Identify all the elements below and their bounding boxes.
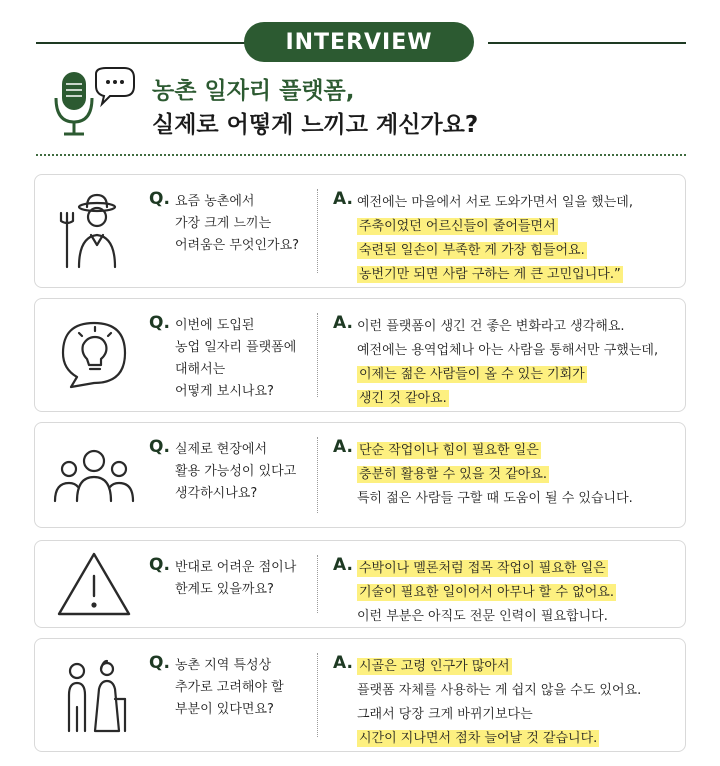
highlighted-text: 이제는 젊은 사람들이 올 수 있는 기회가 [359, 367, 585, 382]
question-line: 생각하시나요? [175, 486, 258, 501]
header-rule-right [488, 42, 686, 44]
answer-line [357, 339, 677, 363]
answer-5 [333, 655, 677, 751]
question-line: 반대로 어려운 점이나 [175, 560, 297, 575]
question-line: 실제로 현장에서 [175, 442, 268, 457]
question-line: 부분이 있다면요? [175, 702, 274, 717]
question-line: 가장 크게 느끼는 [175, 216, 272, 231]
answer-line [357, 363, 677, 387]
answer-line [357, 263, 677, 287]
qa-card-3 [34, 422, 686, 528]
answer-line [357, 487, 677, 511]
highlighted-text: 기술이 필요한 일이어서 아무나 할 수 없어요. [359, 585, 614, 600]
title-line-1: 농촌 일자리 플랫폼, [152, 78, 355, 104]
title-line-2: 실제로 어떻게 느끼고 계신가요? [152, 112, 479, 138]
a-mark: A. [333, 653, 353, 673]
qa-card-1 [34, 174, 686, 288]
answer-line [357, 679, 677, 703]
q-mark: Q. [149, 555, 170, 575]
q-mark: Q. [149, 313, 170, 333]
title-section [40, 66, 690, 156]
answer-text: 예전에는 용역업체나 아는 사람을 통해서만 구했는데, [357, 343, 659, 358]
a-mark: A. [333, 313, 353, 333]
answer-3 [333, 439, 677, 511]
highlighted-text: 충분히 활용할 수 있을 것 같아요. [359, 467, 548, 482]
answer-line [357, 239, 677, 263]
qa-card-5 [34, 638, 686, 752]
answer-line [357, 439, 677, 463]
lightbulb-bubble-icon [49, 315, 139, 395]
q-mark: Q. [149, 437, 170, 457]
answer-line [357, 581, 677, 605]
a-mark: A. [333, 555, 353, 575]
dotted-separator [317, 653, 318, 737]
a-mark: A. [333, 189, 353, 209]
answer-line [357, 387, 677, 411]
highlighted-text: 단순 작업이나 힘이 필요한 일은 [359, 443, 539, 458]
qa-card-4 [34, 540, 686, 628]
answer-1 [333, 191, 677, 287]
question-4 [149, 557, 309, 601]
page-title [152, 74, 478, 142]
qa-card-2 [34, 298, 686, 412]
question-line: 한계도 있을까요? [175, 582, 274, 597]
answer-text: 이런 부분은 아직도 전문 인력이 필요합니다. [357, 609, 608, 624]
question-3 [149, 439, 309, 505]
highlighted-text: 주축이었던 어르신들이 줄어들면서 [359, 219, 556, 234]
warning-triangle-icon [49, 544, 139, 624]
dotted-separator [317, 313, 318, 397]
answer-line [357, 315, 677, 339]
answer-line [357, 191, 677, 215]
answer-line [357, 727, 677, 751]
microphone-speech-icon [48, 66, 138, 146]
question-line: 어려움은 무엇인가요? [175, 238, 300, 253]
dotted-separator [317, 437, 318, 513]
a-mark: A. [333, 437, 353, 457]
answer-4 [333, 557, 677, 629]
answer-line [357, 605, 677, 629]
dotted-divider [36, 154, 686, 156]
answer-text: 특히 젊은 사람들 구할 때 도움이 될 수 있습니다. [357, 491, 633, 506]
question-2 [149, 315, 309, 403]
interview-badge: INTERVIEW [244, 22, 474, 62]
answer-line [357, 703, 677, 727]
answer-2 [333, 315, 677, 411]
header-rule-left [36, 42, 246, 44]
highlighted-text: 농번기만 되면 사람 구하는 게 큰 고민입니다.” [359, 267, 621, 282]
question-line: 이번에 도입된 [175, 318, 255, 333]
question-line: 농촌 지역 특성상 [175, 658, 272, 673]
question-line: 어떻게 보시나요? [175, 384, 274, 399]
highlighted-text: 숙련된 일손이 부족한 게 가장 힘들어요. [359, 243, 585, 258]
question-line: 대해서는 [175, 362, 226, 377]
highlighted-text: 시간이 지나면서 점차 늘어날 것 같습니다. [359, 731, 598, 746]
answer-text: 플랫폼 자체를 사용하는 게 쉽지 않을 수도 있어요. [357, 683, 642, 698]
highlighted-text: 시골은 고령 인구가 많아서 [359, 659, 510, 674]
question-line: 추가로 고려해야 할 [175, 680, 284, 695]
question-line: 요즘 농촌에서 [175, 194, 255, 209]
answer-text: 이런 플랫폼이 생긴 건 좋은 변화라고 생각해요. [357, 319, 625, 334]
elderly-couple-icon [49, 655, 139, 735]
answer-line [357, 655, 677, 679]
answer-line [357, 215, 677, 239]
answer-text: 그래서 당장 크게 바뀌기보다는 [357, 707, 533, 722]
dotted-separator [317, 555, 318, 613]
farmer-icon [49, 191, 139, 271]
q-mark: Q. [149, 653, 170, 673]
question-line: 활용 가능성이 있다고 [175, 464, 297, 479]
highlighted-text: 생긴 것 같아요. [359, 391, 447, 406]
q-mark: Q. [149, 189, 170, 209]
highlighted-text: 수박이나 멜론처럼 접목 작업이 필요한 일은 [359, 561, 606, 576]
answer-line [357, 463, 677, 487]
answer-text: 예전에는 마을에서 서로 도와가면서 일을 했는데, [357, 195, 633, 210]
people-group-icon [49, 435, 139, 515]
question-1 [149, 191, 309, 257]
question-line: 농업 일자리 플랫폼에 [175, 340, 297, 355]
question-5 [149, 655, 309, 721]
dotted-separator [317, 189, 318, 273]
answer-line [357, 557, 677, 581]
